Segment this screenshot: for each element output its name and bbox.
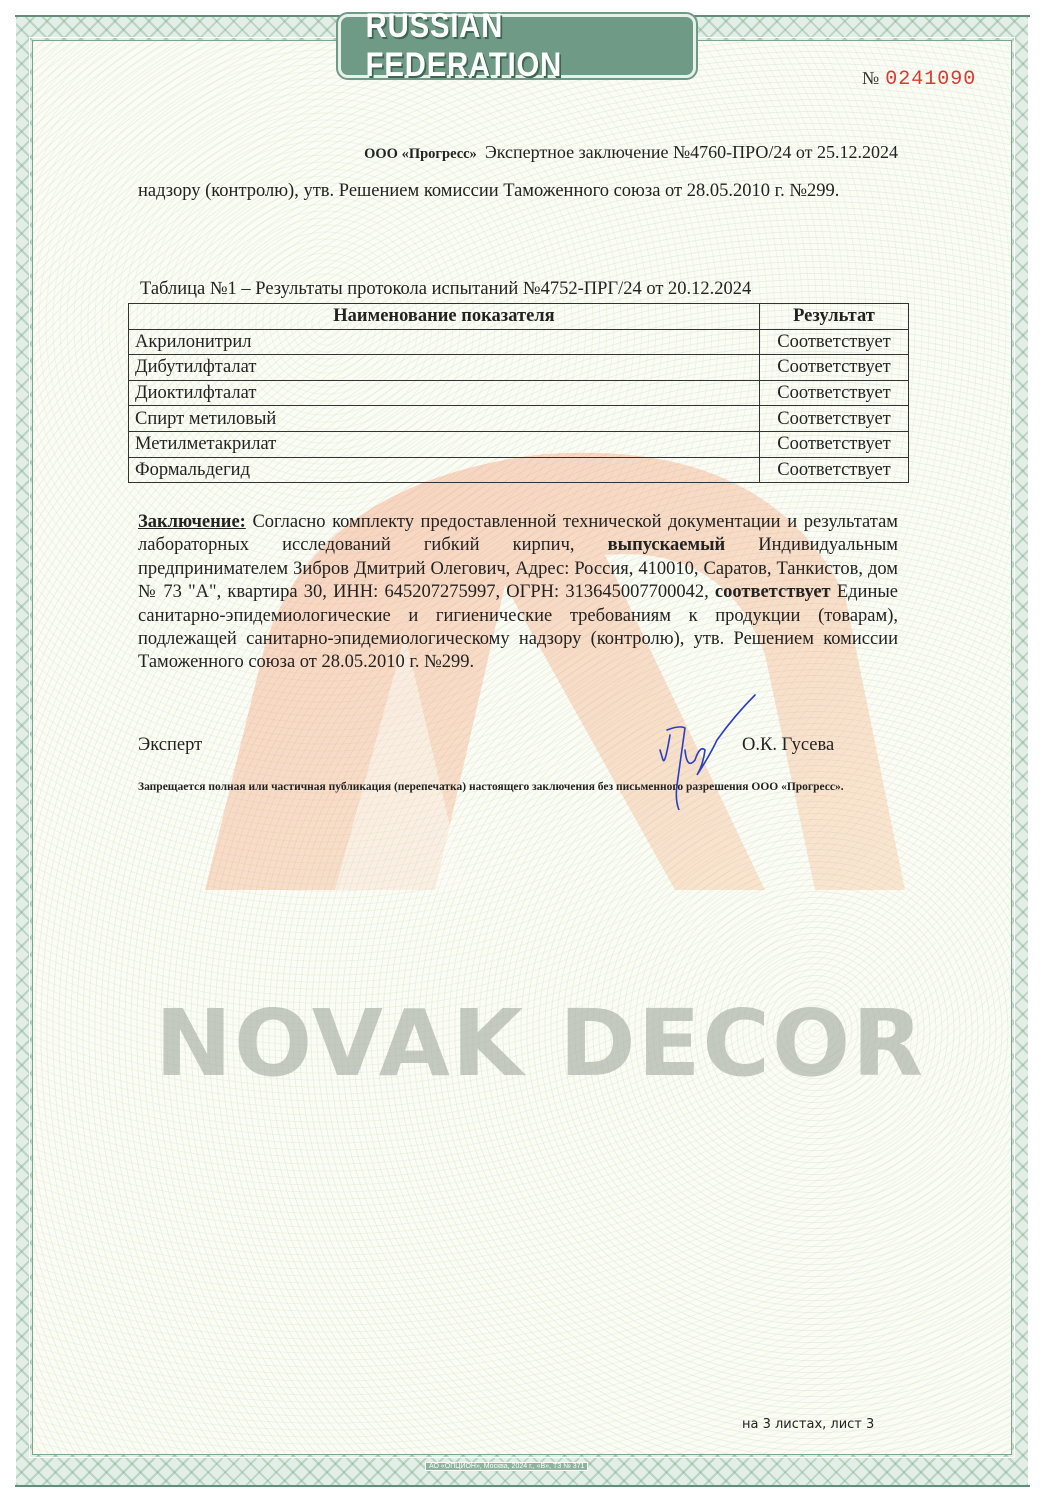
result-cell: Соответствует (760, 457, 909, 483)
document-reference: Экспертное заключение №4760-ПРО/24 от 25.12.2024 (484, 142, 898, 162)
column-header-indicator: Наименование показателя (129, 304, 760, 330)
conclusion-paragraph (138, 511, 898, 675)
banner-plate (338, 7, 696, 84)
watermark-text: NOVAK DECOR (155, 990, 925, 1097)
indicator-cell: Дибутилфталат (129, 355, 760, 381)
result-cell: Соответствует (760, 355, 909, 381)
results-table (128, 303, 909, 483)
indicator-cell: Формальдегид (129, 457, 760, 483)
table-row (129, 329, 909, 355)
table-row (129, 355, 909, 381)
conclusion-bold-2: соответствует (714, 582, 831, 603)
continuation-paragraph: надзору (контролю), утв. Решением комиссии Таможенного союза от 28.05.2010 г. №299. (138, 181, 840, 201)
sheet-counter: на 3 листах, лист 3 (742, 1417, 875, 1432)
printer-imprint: АО «ОПЦИОН», Москва, 2024 г., «В», ТЗ № 371 (425, 1462, 588, 1471)
conclusion-text-1: Согласно комплекту предоставленной технической документации и результатам лабораторных исследований гибкий кирпич, (138, 512, 898, 556)
serial-value: 0241090 (885, 68, 977, 91)
document-header (138, 141, 898, 167)
conclusion-text-2: Индивидуальным предпринимателем Зибров Дмитрий Олегович, Адрес: Россия, 410010, Саратов, Танкистов, дом № 73 "А", квартира 30, ИНН: 645207275997, ОГРН: 313645007700042, (138, 535, 898, 603)
organization-name: ООО «Прогресс» (364, 146, 477, 162)
indicator-cell: Акрилонитрил (129, 329, 760, 355)
conclusion-text-3: Единые санитарно-эпидемиологические и гигиенические требованиям к продукции (товарам), подлежащей санитарно-эпидемиологическому надзору (контролю), утв. Решением комиссии Таможенного союза от 28.05.2010 г. №299. (138, 582, 898, 673)
expert-role: Эксперт (138, 735, 203, 755)
serial-number (862, 68, 976, 91)
publication-disclaimer: Запрещается полная или частичная публикация (перепечатка) настоящего заключения без письменного разрешения ООО «Прогресс». (138, 781, 844, 793)
indicator-cell: Спирт метиловый (129, 406, 760, 432)
indicator-cell: Диоктилфталат (129, 380, 760, 406)
table-row (129, 380, 909, 406)
table-row (129, 431, 909, 457)
table-row (129, 406, 909, 432)
result-cell: Соответствует (760, 329, 909, 355)
banner-title: RUSSIAN FEDERATION (365, 7, 563, 84)
table-row (129, 457, 909, 483)
column-header-result: Результат (760, 304, 909, 330)
result-cell: Соответствует (760, 380, 909, 406)
result-cell: Соответствует (760, 431, 909, 457)
expert-name: О.К. Гусева (742, 735, 835, 755)
serial-prefix: № (862, 68, 880, 88)
conclusion-bold-1: выпускаемый (607, 535, 726, 556)
result-cell: Соответствует (760, 406, 909, 432)
table-caption: Таблица №1 – Результаты протокола испытаний №4752-ПРГ/24 от 20.12.2024 (140, 279, 752, 299)
indicator-cell: Метилметакрилат (129, 431, 760, 457)
table-header-row (129, 304, 909, 330)
conclusion-label: Заключение: (138, 512, 246, 532)
